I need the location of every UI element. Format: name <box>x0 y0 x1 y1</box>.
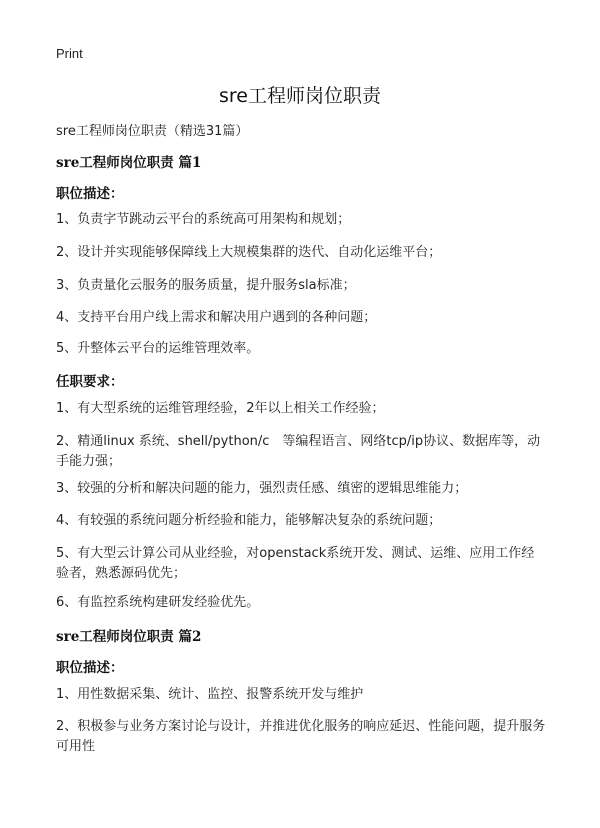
document-subtitle: sre工程师岗位职责（精选31篇） <box>56 124 249 139</box>
section-heading: sre工程师岗位职责 篇2 <box>56 629 202 645</box>
list-item: 1、用性数据采集、统计、监控、报警系统开发与维护 <box>56 687 364 702</box>
list-item: 5、有大型云计算公司从业经验，对openstack系统开发、测试、运维、应用工作经验者，熟悉源码优先； <box>56 546 535 581</box>
list-item: 2、精通linux 系统、shell/python/c 等编程语言、网络tcp/ip协议、数据库等，动手能力强； <box>56 434 541 469</box>
list-item: 3、较强的分析和解决问题的能力，强烈责任感、缜密的逻辑思维能力； <box>56 481 468 496</box>
list-item: 3、负责量化云服务的服务质量，提升服务sla标准； <box>56 278 356 293</box>
list-item: 4、有较强的系统问题分析经验和能力，能够解决复杂的系统问题； <box>56 513 442 528</box>
list-item: 1、负责字节跳动云平台的系统高可用架构和规划； <box>56 212 351 227</box>
list-item: 2、设计并实现能够保障线上大规模集群的迭代、自动化运维平台； <box>56 245 442 260</box>
list-item: 5、升整体云平台的运维管理效率。 <box>56 341 260 356</box>
document-title: sre工程师岗位职责 <box>219 85 381 107</box>
job-description-heading: 职位描述： <box>56 186 124 202</box>
list-item: 4、支持平台用户线上需求和解决用户遇到的各种问题； <box>56 310 377 325</box>
list-item: 1、有大型系统的运维管理经验，2年以上相关工作经验； <box>56 401 385 416</box>
list-item: 6、有监控系统构建研发经验优先。 <box>56 595 260 610</box>
list-item: 2、积极参与业务方案讨论与设计，并推进优化服务的响应延迟、性能问题，提升服务可用性 <box>56 719 546 754</box>
print-label: Print <box>56 46 83 61</box>
section-heading: sre工程师岗位职责 篇1 <box>56 155 202 171</box>
job-description-heading: 职位描述： <box>56 660 124 676</box>
requirements-heading: 任职要求： <box>56 374 124 390</box>
